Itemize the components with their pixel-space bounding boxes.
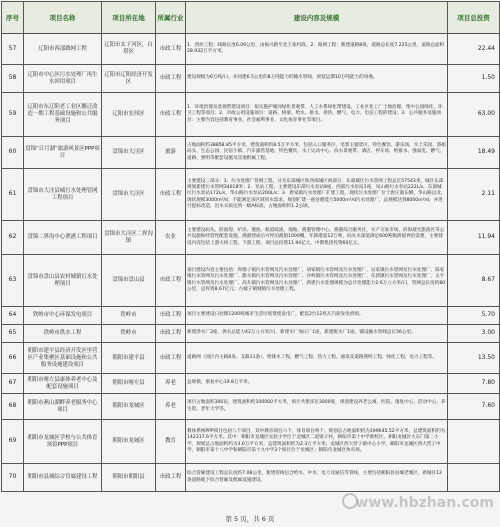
project-investment: 18.49 [448, 137, 500, 169]
project-investment: 63.00 [448, 93, 500, 137]
project-table-sheet [1, 1, 499, 492]
project-industry: 市政工程 [156, 307, 186, 325]
project-description: 建设规模为6万吨/日，并同建6.5公里的8万吨能力的输水管线，预留远期10万吨能力的用地。 [186, 65, 448, 93]
project-description: 总规模，康复中心19.8万平米。 [186, 374, 448, 394]
project-investment: 11.94 [448, 221, 500, 255]
project-investment: 8.67 [448, 255, 500, 307]
table-row [2, 343, 500, 374]
row-number: 63 [2, 255, 24, 307]
project-location: 铁岭市 [102, 325, 156, 343]
table-row [2, 65, 500, 93]
table-row [2, 169, 500, 221]
project-industry: 市政工程 [156, 169, 186, 221]
table-body [2, 34, 500, 492]
table-row [2, 137, 500, 169]
row-number: 64 [2, 307, 24, 325]
row-number: 65 [2, 325, 24, 343]
project-investment: 7.60 [448, 394, 500, 420]
project-description: 1．西环工程：线路长度6.09公里，由振兴路至北王家村段。2．路网工程：新建道路8条，道路总长度7.225公里，道路总面积28.932万平方米。 [186, 34, 448, 65]
row-number: 62 [2, 221, 24, 255]
project-description: 道路网（园区内主路6条、支路11条）、给排水工程、燃气工程、热力工程、通讯及道路照明工程、绿化工程、电力工程等。 [186, 343, 448, 374]
project-investment: 7.80 [448, 374, 500, 394]
project-industry: 养老 [156, 394, 186, 420]
project-description: 新建净水厂2座，供水总能力42万立方米/日，新建水厂加压厂1座，新建配水厂1座，铺设输水管线总长56公里。 [186, 325, 448, 343]
row-number: 66 [2, 343, 24, 374]
project-name: 盘锦市盘山县农村城镇污水处理项目 [24, 255, 102, 307]
project-industry: 市政工程 [156, 255, 186, 307]
project-industry: 市政工程 [156, 93, 186, 137]
project-location: 盘锦市大洼区二界沟镇 [102, 221, 156, 255]
project-location: 朝阳市喀左县 [102, 374, 156, 394]
project-investment: 2.11 [448, 169, 500, 221]
project-industry: 市政工程 [156, 464, 186, 492]
project-name: 铁岭市中心环保发电项目 [24, 307, 102, 325]
project-location: 朝阳市朝阳县 [102, 464, 156, 492]
project-industry: 农业 [156, 221, 186, 255]
table-row [2, 464, 500, 492]
project-industry: 市政工程 [156, 343, 186, 374]
project-investment: 1.50 [448, 65, 500, 93]
table-row [2, 307, 500, 325]
project-investment [448, 420, 500, 464]
header-name: 项目名称 [24, 2, 102, 34]
project-name: 盘锦“日月湖”旅游风景区PPP项目 [24, 137, 102, 169]
project-description: 项目建设内容主要包括：坝墙子镇污水管网及污水处理厂、胡家镇污水管网及污水处理厂、吴家镇污水管网及污水处理厂、陈家镇污水管网及污水处理厂、甜水镇污水管网及污水处理厂、沙岭镇污水管网及污水处理厂、东郭镇污水管网及污水处理厂、太平镇污水管网及污水处理厂、高升镇污水管网及污水处理厂，新建污水处理规模为总计处理能力2.6万立方米/日，管网总长度约80公里，总投资8.67亿元；古城子镇城镇污水处理工程。 [186, 255, 448, 307]
project-description: 项目占地面积300亩，建筑面积约100000平方米，预计共建床位3000张，规划建设养老公寓、医院、康复中心、活动中心、养生馆、老年大学等。 [186, 394, 448, 420]
table-row [2, 255, 500, 307]
project-investment: 3.00 [448, 325, 500, 343]
project-location: 盘锦市大洼区 [102, 169, 156, 221]
row-number: 61 [2, 169, 24, 221]
row-number: 57 [2, 34, 24, 65]
project-location: 盘锦市盘山县 [102, 255, 156, 307]
project-name: 盘锦市大洼县城污水处理管网工程项目 [24, 169, 102, 221]
watermark: www.hbzhan.com [355, 495, 494, 511]
project-location: 盘锦市大洼区 [102, 137, 156, 169]
project-location: 辽阳市太子河区，白塔区 [102, 34, 156, 65]
row-number: 58 [2, 65, 24, 93]
project-name: 辽阳市中心区污水处理厂再生水回用项目 [24, 65, 102, 93]
header-location: 项目所在地 [102, 2, 156, 34]
table-row [2, 325, 500, 343]
project-industry: 市政工程 [156, 325, 186, 343]
project-location: 朝阳市龙城区 [102, 420, 156, 464]
project-investment [448, 464, 500, 492]
project-description: 教体系统PPP项目包括八个项目，其中教育项目六个，体育项目两个。规划总占地面积约为199645.52平方米，总建筑面积约为142317.6平方米。其中：朝阳市龙城区实验小学位于龙城区二道梁子村，朝阳市第十中学新校区、朝阳龙城区大东门第二小学、规划总占地面积约为3.6万平方米，总建筑面积约为2.3万平方米；龙城区西大营子镇中心小学、朝阳市龙城区西大营子中学、朝阳市第十八中学和朝阳市第十九中学3个项目位于龙城区；朝阳市龙城区体育场。 [186, 420, 448, 464]
table-row [2, 374, 500, 394]
header-investment: 项目总投资 [448, 2, 500, 34]
project-name: 朝阳市喀左县康体养老中心及配套设施项目 [24, 374, 102, 394]
project-name: 辽阳市西部路网工程 [24, 34, 102, 65]
table-row [2, 394, 500, 420]
row-number: 60 [2, 137, 24, 169]
project-name: 铁岭市供水工程 [24, 325, 102, 343]
project-investment: 5.70 [448, 307, 500, 325]
table-row [2, 221, 500, 255]
project-table [1, 1, 500, 492]
project-name: 朝阳市县城综合管廊建设工程 [24, 464, 102, 492]
project-investment: 22.44 [448, 34, 500, 65]
project-industry: 养老 [156, 374, 186, 394]
project-investment: 13.50 [448, 343, 500, 374]
project-description: 1．环境治理及景观带建设项目：拟实施护城河绿化景观带、人工水系绿化带建设、工业区化工厂土地治理、集中公园绿化、环卫工程等项目；2．市政公用设施项目：道路、桥梁、给水、排水、供热、燃气、电力、电信工程的建设；3．公共服务设施项目：主要内容包括教育事业、社会福利事业、文化体育事业等项目。 [186, 93, 448, 137]
project-description: 占地面积约38858.85平方米，建筑面积约8.5万平方米，包括入口服务区、电影主题景区、特色餐饮、游乐场、水上乐园、游船码头、生态公园、民宿小镇、汽车露营基地、特色餐饮、水上运动中心、滨水景观带、酒店、停车场、给排水、强弱电、燃气、道路、照明等配套设施及其他附属工程。 [186, 137, 448, 169]
row-number: 68 [2, 394, 24, 420]
row-number: 70 [2, 464, 24, 492]
table-row [2, 34, 500, 65]
project-location: 朝阳市建平县 [102, 343, 156, 374]
header-description: 建设内容及规模 [186, 2, 448, 34]
project-description: 项目主要建设日处理1200吨城市生活垃圾焚烧发电厂，配套2台12兆瓦汽轮发电机组。 [186, 307, 448, 325]
table-row [2, 420, 500, 464]
row-number: 67 [2, 374, 24, 394]
table-header-row [2, 2, 500, 34]
project-location: 朝阳市龙城区 [102, 394, 156, 420]
project-name: 朝阳市燕山湖畔养老服务中心项目 [24, 394, 102, 420]
project-description: 综合管廊建设工程总长度约7.08公里，新建管线包含给水、中水、电力及通信等管线，主要包括朝阳县县城老城区，新城区12条道路地下综合管廊及附属设施建设。 [186, 464, 448, 492]
table-row [2, 93, 500, 137]
project-location: 辽阳市辽阳经济开发区 [102, 65, 156, 93]
project-name: 盘锦二界沟中心渔港工程项目 [24, 221, 102, 255]
header-no: 序号 [2, 2, 24, 34]
project-name: 辽阳市东辽阳老工业区搬迁改造一期工程基础设施和公共服务项目 [24, 93, 102, 137]
project-location: 辽阳市宏伟区 [102, 93, 156, 137]
row-number: 59 [2, 93, 24, 137]
project-industry: 教育 [156, 420, 186, 464]
project-description: 主要建设码头、防波堤、护岸、港池、航道疏浚、锚地、渔港管理中心、渔港综合服务区、水产交易市场、滨海观光旅游区等公共设施和经营性配套设施，渔港建成后可停泊渔船1000艘，年卸港量12万吨，码头水深能满足600吨级渔船停泊需要，主要建设内容包括上游大坝工程、下游工程、项目总投资11.94亿元，中期集团投资60亿元。 [186, 221, 448, 255]
project-industry: 市政工程 [156, 34, 186, 65]
row-number: 69 [2, 420, 24, 464]
project-description: 主要建设三部分：1．污水处理厂管网工程，分为东部城区和西部城区两部分，东部城区污水管网工程总长57543米，城区东部规划新建污水管网34018米；2．泵站工程，主要建设东部污水泵站8座，西部污水泵站1座，凤山路污水泵站222L/s，东部城区污水泵站172L/s，华山路污水泵站200L/s；3．唐家镇污水处理厂扩建工程，现状污水处理厂位于唐庄镇东侧，华山路以北，现状规模3000m³/d，不能满足该区域用水需求，规划扩建一座处理能力5000m³/d污水处理厂，总规模达到8000m³/d，并进行提标改造，出水水质达到一级A标准，占地面积约1.2公顷。 [186, 169, 448, 221]
project-location: 铁岭市 [102, 307, 156, 325]
project-name: 朝阳市建平县经济开发区里营区产业集聚区基础设施和公共服务设施建设项目 [24, 343, 102, 374]
project-industry: 旅游 [156, 137, 186, 169]
project-industry: 市政工程 [156, 65, 186, 93]
header-industry: 所属行业 [156, 2, 186, 34]
page-footer: 第 5 页，共 6 页 [225, 515, 275, 523]
project-name: 朝阳市龙城区学校与公共体育场馆PPP项目 [24, 420, 102, 464]
